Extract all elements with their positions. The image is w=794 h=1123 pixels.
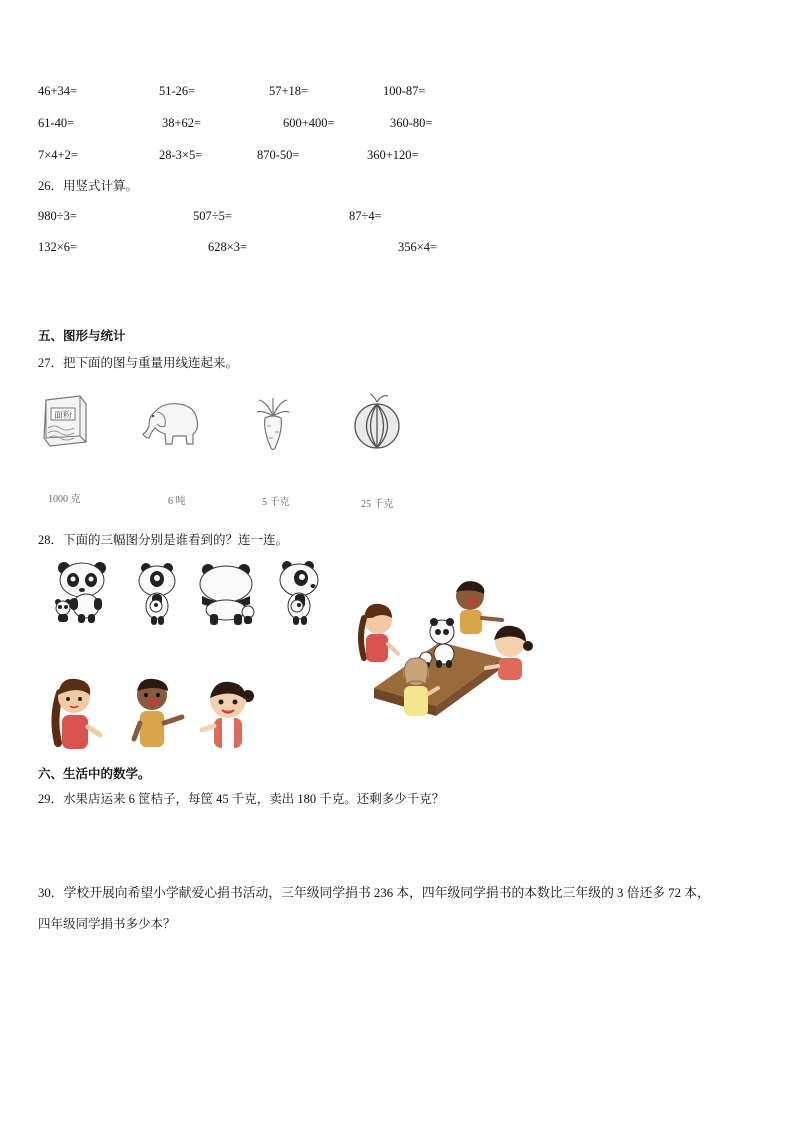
girl-bun-icon	[196, 678, 258, 750]
panda-side-view-icon	[136, 562, 178, 626]
arith-r3-c3: 870-50=	[257, 148, 300, 162]
q30-line2: 四年级同学捐书多少本？	[38, 917, 176, 931]
flour-bag-icon	[40, 392, 92, 448]
arith-r1-c3: 57+18=	[269, 84, 309, 98]
section6-title: 六、生活中的数学。	[38, 767, 151, 781]
q28-title: 28．下面的三幅图分别是谁看到的？连一连。	[38, 533, 289, 547]
q30-line1: 30．学校开展向希望小学献爱心捐书活动，三年级同学捐书 236 本，四年级同学捐书的本数比三年级的 3 倍还多 72 本，	[38, 886, 710, 900]
boy-icon	[128, 673, 186, 751]
q27-title: 27．把下面的图与重量用线连起来。	[38, 356, 239, 370]
arith-r1-c1: 46+34=	[38, 84, 78, 98]
weight-label-1000g: 1000 克	[48, 494, 81, 505]
radish-icon	[253, 396, 293, 452]
q26-title: 26．用竖式计算。	[38, 179, 139, 193]
panda-front-view-icon	[50, 562, 112, 624]
arith-r2-c4: 360-80=	[390, 116, 433, 130]
panda-back-view-icon	[196, 564, 256, 626]
arith-r2-c2: 38+62=	[162, 116, 202, 130]
q26-r1-c1: 980÷3=	[38, 209, 77, 223]
arith-r3-c4: 360+120=	[367, 148, 419, 162]
weight-label-6t: 6 吨	[168, 496, 186, 507]
children-table-scene	[352, 574, 542, 724]
q26-r2-c2: 628×3=	[208, 240, 248, 254]
q26-r1-c2: 507÷5=	[193, 209, 232, 223]
arith-r1-c4: 100-87=	[383, 84, 426, 98]
arith-r2-c1: 61-40=	[38, 116, 75, 130]
arith-r3-c1: 7×4+2=	[38, 148, 78, 162]
weight-label-5kg: 5 千克	[262, 497, 290, 508]
section5-title: 五、图形与统计	[38, 329, 126, 343]
q29-title: 29．水果店运来 6 筐桔子，每筐 45 千克，卖出 180 千克。还剩多少千克？	[38, 792, 445, 806]
bag-label: 面粉	[54, 410, 73, 420]
arith-r2-c3: 600+400=	[283, 116, 335, 130]
arith-r3-c2: 28-3×5=	[159, 148, 203, 162]
weight-label-25kg: 25 千克	[361, 499, 394, 510]
q26-r1-c3: 87÷4=	[349, 209, 382, 223]
girl-ponytail-icon	[46, 673, 104, 751]
q26-r2-c3: 356×4=	[398, 240, 438, 254]
elephant-icon	[137, 398, 203, 446]
panda-side-view-2-icon	[277, 560, 321, 626]
watermelon-icon	[352, 392, 402, 450]
q26-r2-c1: 132×6=	[38, 240, 78, 254]
arith-r1-c2: 51-26=	[159, 84, 196, 98]
